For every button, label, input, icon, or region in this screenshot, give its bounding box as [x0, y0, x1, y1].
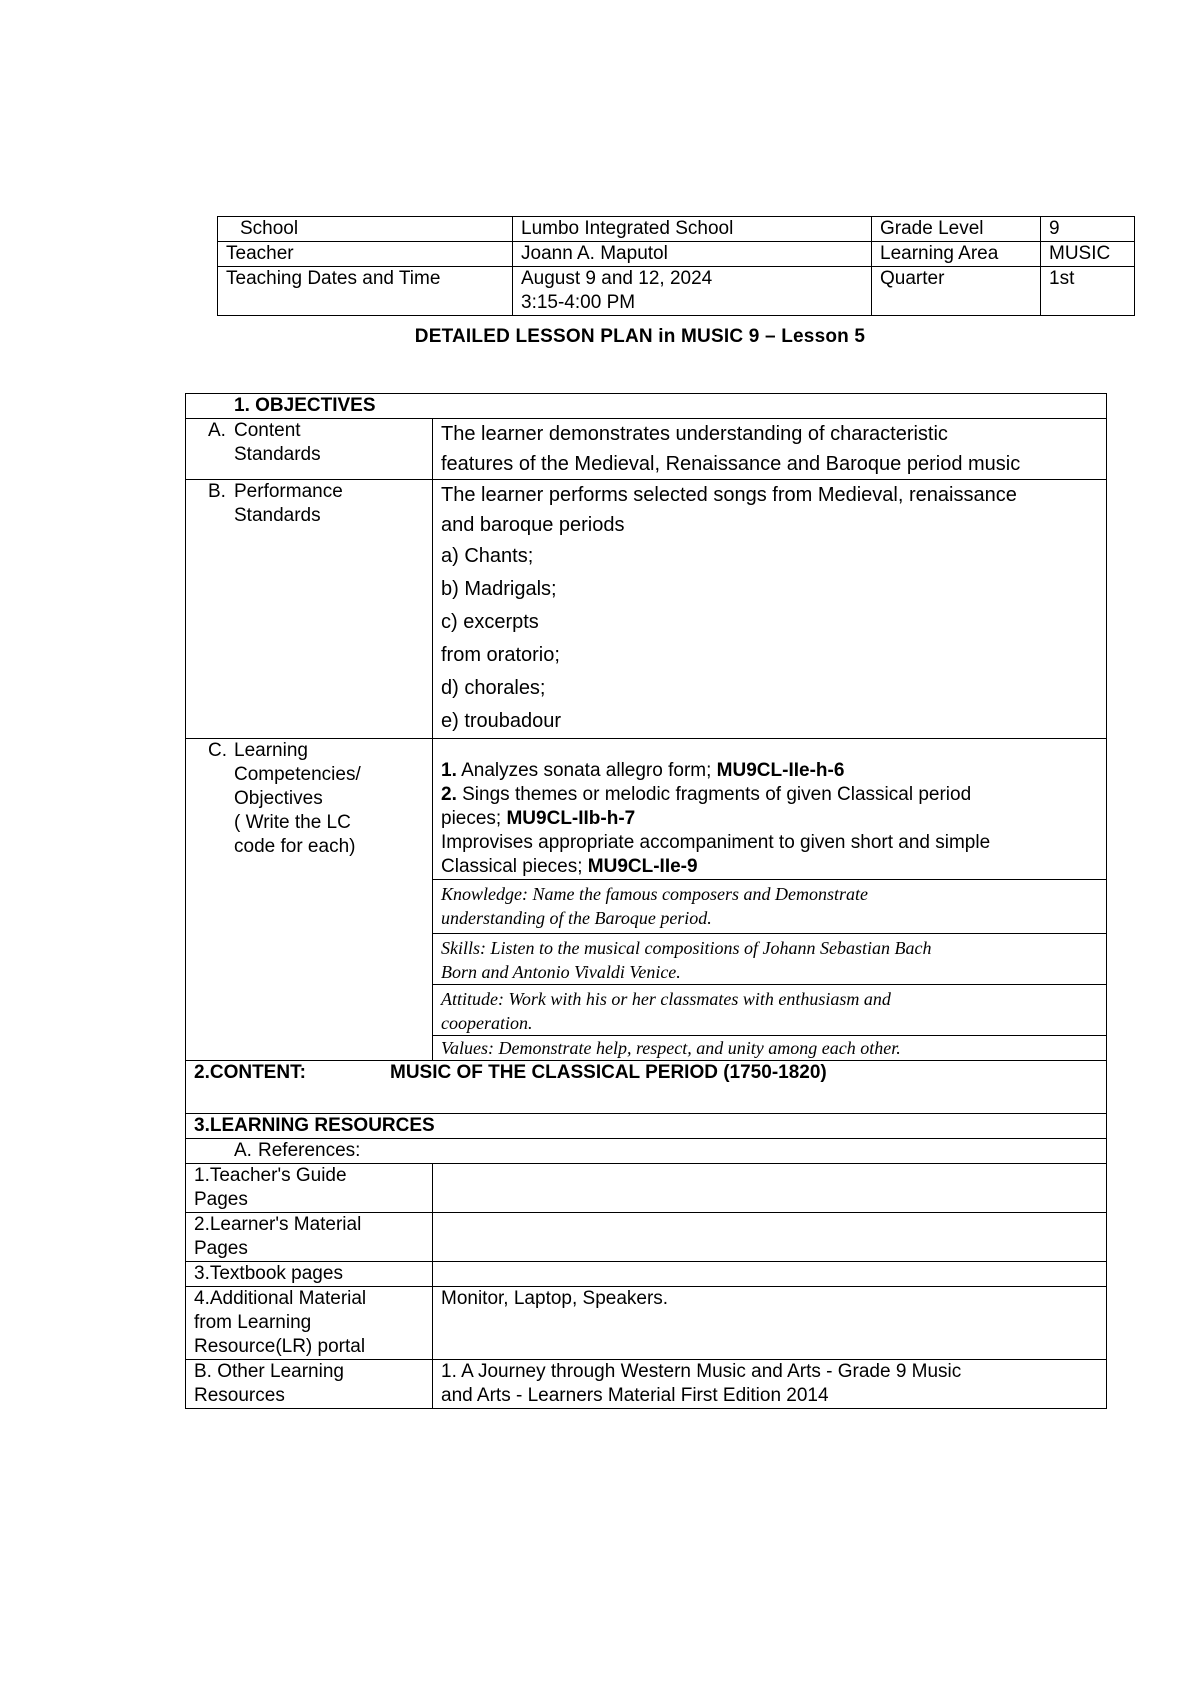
performance-standards-label — [186, 480, 433, 739]
references-letter: A. — [234, 1140, 252, 1161]
school-label: School — [218, 217, 513, 242]
grade-level-label: Grade Level — [872, 217, 1041, 242]
knowledge-line: Knowledge: Name the famous composers and Demonstrate — [441, 884, 868, 904]
competency-code: MU9CL-IIe-9 — [587, 856, 698, 877]
teaching-dates-line: August 9 and 12, 2024 — [521, 268, 713, 289]
performance-standards-label-line: Performance — [234, 481, 343, 502]
objectives-heading: 1. OBJECTIVES — [186, 394, 1107, 419]
content-standards-label — [186, 419, 433, 480]
textbook-pages-label: 3.Textbook pages — [186, 1262, 433, 1287]
skills-line: Born and Antonio Vivaldi Venice. — [441, 962, 681, 982]
references-row — [186, 1139, 1107, 1164]
performance-line: The learner performs selected songs from Medieval, renaissance — [441, 484, 1017, 506]
content-standards-label-line: Content — [234, 420, 301, 441]
additional-material-line: Resource(LR) portal — [194, 1336, 366, 1357]
learning-area-value: MUSIC — [1041, 242, 1135, 267]
performance-standards-letter: B. — [208, 481, 226, 502]
content-value: MUSIC OF THE CLASSICAL PERIOD (1750-1820) — [390, 1062, 827, 1083]
learners-material-line: Pages — [194, 1238, 248, 1259]
skills-objective — [433, 934, 1107, 985]
teaching-dates-label: Teaching Dates and Time — [218, 267, 513, 316]
grade-level-value: 9 — [1041, 217, 1135, 242]
attitude-objective — [433, 985, 1107, 1036]
other-resources-label — [186, 1360, 433, 1409]
references-label: References: — [258, 1140, 361, 1161]
other-resources-line: B. Other Learning — [194, 1361, 344, 1382]
teacher-value: Joann A. Maputol — [513, 242, 872, 267]
lesson-plan-title: DETAILED LESSON PLAN in MUSIC 9 – Lesson 5 — [414, 326, 866, 347]
teaching-dates-value — [513, 267, 872, 316]
header-info-table — [217, 216, 1135, 316]
other-resources-value — [433, 1360, 1107, 1409]
performance-line: e) troubadour — [441, 710, 562, 732]
additional-material-value: Monitor, Laptop, Speakers. — [433, 1287, 1107, 1360]
teachers-guide-label — [186, 1164, 433, 1213]
performance-line: b) Madrigals; — [441, 578, 557, 600]
additional-material-label — [186, 1287, 433, 1360]
competency-code: MU9CL-IIb-h-7 — [506, 808, 636, 829]
skills-line: Skills: Listen to the musical compositions of Johann Sebastian Bach — [441, 938, 932, 958]
competency-item-3: Improvises appropriate accompaniment to given short and simple — [441, 832, 991, 853]
content-standards-line: The learner demonstrates understanding of characteristic — [441, 423, 948, 445]
performance-line: a) Chants; — [441, 545, 534, 567]
learners-material-label — [186, 1213, 433, 1262]
teachers-guide-line: Pages — [194, 1189, 248, 1210]
performance-standards-label-line: Standards — [234, 505, 321, 526]
knowledge-line: understanding of the Baroque period. — [441, 908, 712, 928]
other-resources-line: Resources — [194, 1385, 285, 1406]
competencies-label-line: ( Write the LC — [234, 812, 351, 833]
competency-text: Sings themes or melodic fragments of given Classical period — [456, 784, 972, 805]
competencies-label-line: Objectives — [234, 788, 323, 809]
teaching-time-line: 3:15-4:00 PM — [521, 292, 636, 313]
competency-number: 2. — [441, 784, 457, 805]
knowledge-objective — [433, 880, 1107, 934]
teachers-guide-line: 1.Teacher's Guide — [194, 1165, 347, 1186]
quarter-value: 1st — [1041, 267, 1135, 316]
competency-item-2 — [441, 783, 1106, 807]
attitude-line: Attitude: Work with his or her classmates with enthusiasm and — [441, 989, 891, 1009]
competency-text: Classical pieces; — [441, 856, 588, 877]
quarter-label: Quarter — [872, 267, 1041, 316]
school-value: Lumbo Integrated School — [513, 217, 872, 242]
competency-text: pieces; — [441, 808, 507, 829]
competency-item-3-cont — [441, 855, 1106, 879]
competencies-letter: C. — [208, 740, 227, 761]
additional-material-line: from Learning — [194, 1312, 312, 1333]
learners-material-value — [433, 1213, 1107, 1262]
teacher-label: Teacher — [218, 242, 513, 267]
competencies-label — [186, 739, 433, 1061]
performance-line: from oratorio; — [441, 644, 560, 666]
content-standards-line: features of the Medieval, Renaissance and Baroque period music — [441, 453, 1021, 475]
competencies-label-line: code for each) — [234, 836, 356, 857]
content-row — [186, 1061, 1107, 1114]
other-resources-value-line: and Arts - Learners Material First Edition 2014 — [441, 1385, 829, 1406]
content-label: 2.CONTENT: — [194, 1062, 306, 1083]
values-objective: Values: Demonstrate help, respect, and unity among each other. — [433, 1036, 1107, 1061]
lesson-plan-table — [185, 393, 1107, 1409]
performance-line: d) chorales; — [441, 677, 546, 699]
competencies-label-line: Learning — [234, 740, 308, 761]
additional-material-line: 4.Additional Material — [194, 1288, 367, 1309]
learning-area-label: Learning Area — [872, 242, 1041, 267]
other-resources-value-line: 1. A Journey through Western Music and Arts - Grade 9 Music — [441, 1361, 962, 1382]
competency-item-2-cont — [441, 807, 1106, 831]
attitude-line: cooperation. — [441, 1013, 533, 1033]
competency-text: Analyzes sonata allegro form; — [456, 760, 717, 781]
textbook-pages-value — [433, 1262, 1107, 1287]
learning-resources-heading: 3.LEARNING RESOURCES — [186, 1114, 1107, 1139]
competency-code: MU9CL-IIe-h-6 — [716, 760, 845, 781]
performance-line: c) excerpts — [441, 611, 539, 633]
performance-standards-text — [433, 480, 1107, 739]
performance-line: and baroque periods — [441, 514, 625, 536]
learners-material-line: 2.Learner's Material — [194, 1214, 362, 1235]
teachers-guide-value — [433, 1164, 1107, 1213]
content-standards-letter: A. — [208, 420, 226, 441]
competency-item-1 — [441, 759, 1106, 783]
content-standards-label-line: Standards — [234, 444, 321, 465]
competency-number: 1. — [441, 760, 457, 781]
content-standards-text — [433, 419, 1107, 480]
competencies-list — [433, 739, 1107, 880]
competencies-label-line: Competencies/ — [234, 764, 361, 785]
